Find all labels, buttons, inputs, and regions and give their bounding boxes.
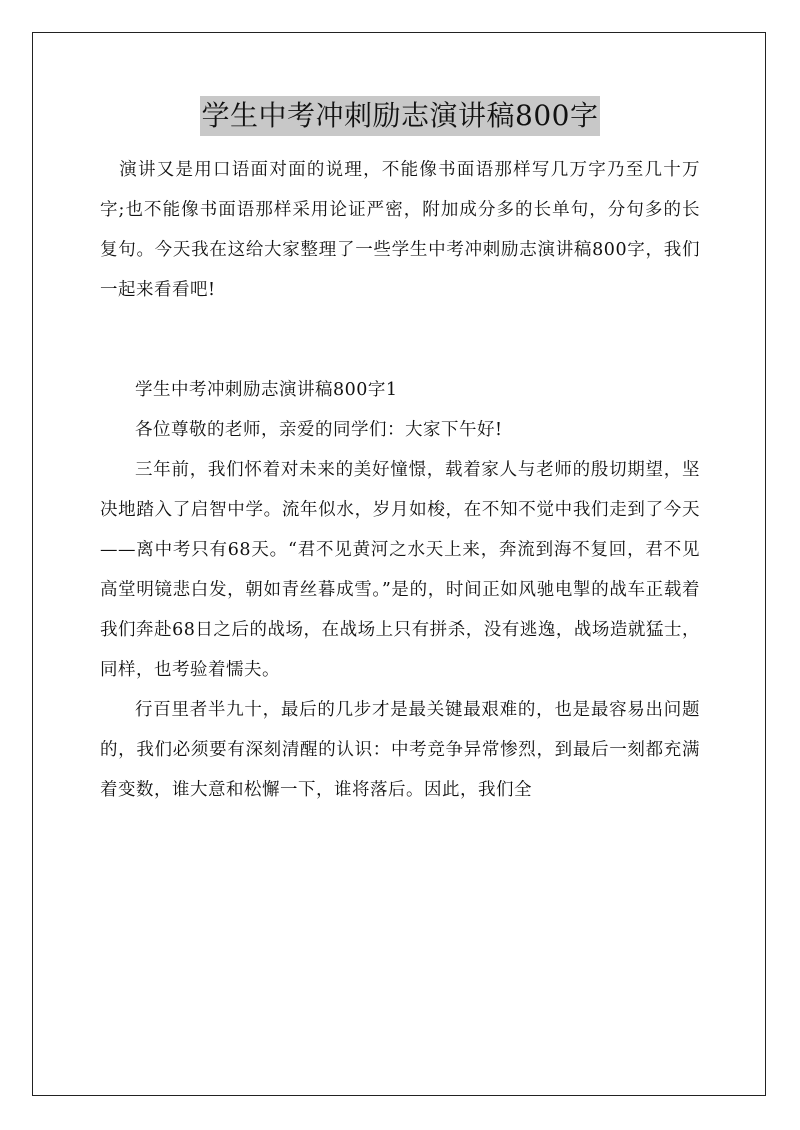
section-spacer (100, 310, 700, 370)
intro-paragraph: 演讲又是用口语面对面的说理，不能像书面语那样写几万字乃至几十万字;也不能像书面语那样采用论证严密，附加成分多的长单句，分句多的长复句。今天我在这给大家整理了一些学生中考冲刺励志演讲稿800字，我们一起来看看吧! (100, 160, 700, 300)
body-paragraph: 各位尊敬的老师，亲爱的同学们：大家下午好! (135, 420, 503, 440)
body-paragraph: 行百里者半九十，最后的几步才是最关键最艰难的，也是最容易出问题的，我们必须要有深刻清醒的认识：中考竞争异常惨烈，到最后一刻都充满着变数，谁大意和松懈一下，谁将落后。因此，我们全 (100, 700, 700, 800)
document-title: 学生中考冲刺励志演讲稿800字 (200, 96, 601, 136)
body-paragraph: 三年前，我们怀着对未来的美好憧憬，载着家人与老师的殷切期望，坚决地踏入了启智中学。流年似水，岁月如梭，在不知不觉中我们走到了今天——离中考只有68天。“君不见黄河之水天上来，奔流到海不复回，君不见高堂明镜悲白发，朝如青丝暮成雪。”是的，时间正如风驰电掣的战车正载着我们奔赴68日之后的战场，在战场上只有拼杀，没有逃逸，战场造就猛士，同样，也考验着懦夫。 (100, 460, 700, 680)
title-container (0, 96, 800, 136)
section-heading: 学生中考冲刺励志演讲稿800字1 (135, 380, 398, 400)
document-body (100, 150, 700, 810)
